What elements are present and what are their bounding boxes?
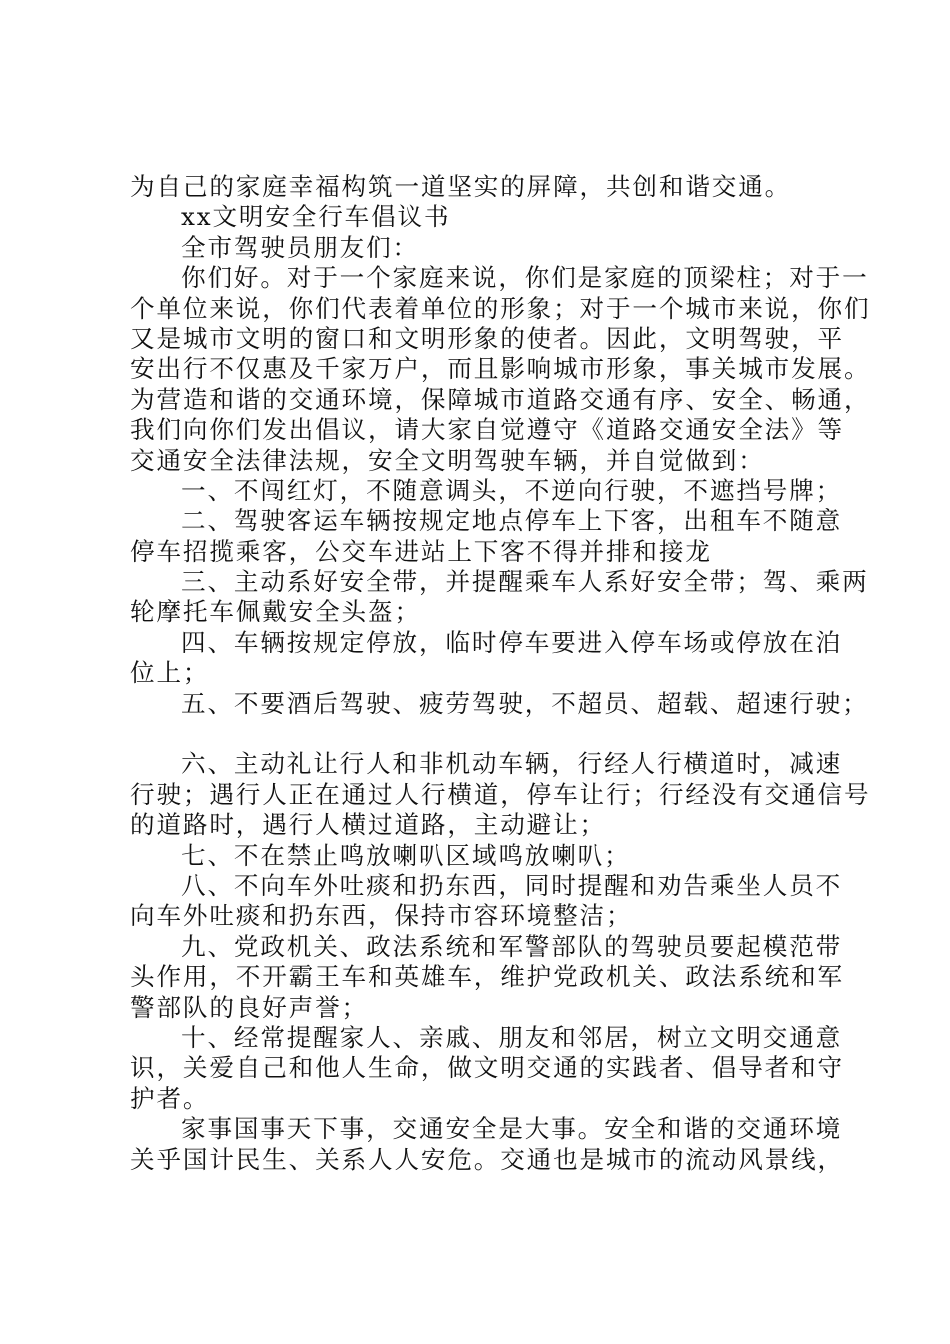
text-line: 我们向你们发出倡议，请大家自觉遵守《道路交通安全法》等 — [130, 415, 844, 445]
text-line: 九、党政机关、政法系统和军警部队的驾驶员要起模范带 — [181, 931, 843, 961]
text-line: 头作用，不开霸王车和英雄车，维护党政机关、政法系统和军 — [130, 962, 844, 992]
text-line: 识，关爱自己和他人生命，做文明交通的实践者、倡导者和守 — [130, 1053, 844, 1083]
text-line: 七、不在禁止鸣放喇叭区域鸣放喇叭； — [181, 840, 631, 870]
text-line: 三、主动系好安全带，并提醒乘车人系好安全带；驾、乘两 — [181, 567, 869, 597]
blank-line — [130, 719, 830, 749]
text-line: 二、驾驶客运车辆按规定地点停车上下客，出租车不随意 — [181, 506, 843, 536]
text-line: 的道路时，遇行人横过道路，主动避让； — [130, 810, 606, 840]
document-title: xx文明安全行车倡议书 — [181, 202, 451, 232]
text-line: 四、车辆按规定停放，临时停车要进入停车场或停放在泊 — [181, 627, 843, 657]
text-line: 八、不向车外吐痰和扔东西，同时提醒和劝告乘坐人员不 — [181, 870, 843, 900]
text-line: 向车外吐痰和扔东西，保持市容环境整洁； — [130, 901, 633, 931]
text-line: 安出行不仅惠及千家万户，而且影响城市形象，事关城市发展。 — [130, 354, 871, 384]
text-line: 交通安全法律法规，安全文明驾驶车辆，并自觉做到： — [130, 445, 765, 475]
text-line: 停车招揽乘客，公交车进站上下客不得并排和接龙 — [130, 536, 712, 566]
text-line: 关乎国计民生、关系人人安危。交通也是城市的流动风景线， — [130, 1144, 844, 1174]
text-line: 为营造和谐的交通环境，保障城市道路交通有序、安全、畅通， — [130, 384, 871, 414]
document-body — [130, 172, 871, 1175]
text-line: 十、经常提醒家人、亲戚、朋友和邻居，树立文明交通意 — [181, 1022, 843, 1052]
text-line: 护者。 — [130, 1083, 210, 1113]
salutation: 全市驾驶员朋友们： — [181, 232, 419, 262]
text-line: 一、不闯红灯，不随意调头，不逆向行驶，不遮挡号牌； — [181, 475, 843, 505]
text-line: 个单位来说，你们代表着单位的形象；对于一个城市来说，你们 — [130, 293, 871, 323]
text-line: 行驶；遇行人正在通过人行横道，停车让行；行经没有交通信号 — [130, 779, 871, 809]
text-line: 五、不要酒后驾驶、疲劳驾驶，不超员、超载、超速行驶； — [181, 688, 869, 718]
text-line: 警部队的良好声誉； — [130, 992, 368, 1022]
text-line: 位上； — [130, 658, 210, 688]
text-line: 你们好。对于一个家庭来说，你们是家庭的顶梁柱；对于一 — [181, 263, 869, 293]
text-line: 为自己的家庭幸福构筑一道坚实的屏障，共创和谐交通。 — [130, 172, 792, 201]
text-line: 六、主动礼让行人和非机动车辆，行经人行横道时，减速 — [181, 749, 843, 779]
text-line: 又是城市文明的窗口和文明形象的使者。因此，文明驾驶，平 — [130, 323, 844, 353]
text-line: 轮摩托车佩戴安全头盔； — [130, 597, 421, 627]
text-line: 家事国事天下事，交通安全是大事。安全和谐的交通环境 — [181, 1114, 843, 1144]
